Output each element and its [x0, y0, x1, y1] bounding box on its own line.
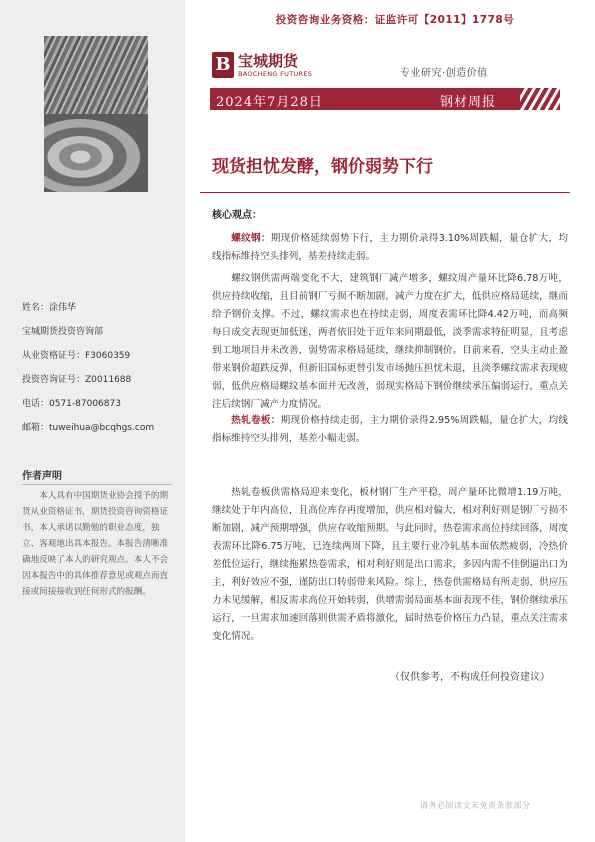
report-type: 钢材周报: [440, 95, 497, 110]
analyst-phone: 电话：0571-87006873: [22, 399, 121, 409]
title-divider: [200, 192, 570, 193]
footer-note: 请务必阅读文末免责条款部分: [420, 801, 531, 810]
rebar-detail-text: 螺纹钢供需两端变化不大，建筑钢厂减产增多，螺纹周产量环比降6.78万吨，供应持续收缩，且目前钢厂亏损不断加剧，减产力度在扩大，低供应格局延续，继而给予钢价支撑。不过，螺纹需求也在持续走弱，周度表需环比降4.42万吨，而高频每日成交表现更加低迷，两者依旧处于近年来同期最低，淡季需求特征明显，且考虑到工地项目并未改善，弱势需求格局延续，继续抑制钢价。目前来看，空头主动止盈带来钢价超跌反弹，但新旧国标更替引发市场抛压担忧未退，且淡季螺纹需求表现疲弱，低供应格局螺纹基本面并无改善，弱现实格局下钢价继续承压偏弱运行，重点关注后续钢厂减产力度情况。: [212, 273, 568, 410]
hrc-summary-text: 期现价格持续走弱，主力期价录得2.95%周跌幅，量仓扩大，均线指标维持空头排列，基差小幅走弱。: [212, 415, 569, 444]
analyst-invest: 投资咨询证号：Z0011688: [22, 375, 132, 385]
logo-mark-icon: B: [212, 52, 234, 78]
hrc-detail-text: 热轧卷板供需格局迎来变化，板材钢厂生产平稳，周产量环比微增1.19万吨，继续处于年内高位，且高位库存再度增加，供应相对偏大，相对利好则是钢厂亏损不断加剧，减产预期增强，供应存收缩预期。与此同时，热卷需求高位持续回落，周度表需环比降6.75万吨，已连续两周下降，且主要行业冷轧基本面依然疲弱，冷热价差低位运行，继续拖累热卷需求，相对利好则是出口需求，多因内需不佳倒逼出口为主，利好效应不强，谨防出口转弱带来风险。综上，热卷供需格局有所走弱，供应压力未见缓解，相反需求高位开始转弱，供增需弱局面基本面表现不佳，钢价继续承压运行，一旦需求加速回落则供需矛盾将激化，届时热卷价格压力凸显，重点关注需求变化情况。: [212, 487, 568, 642]
paragraph-rebar-summary: [212, 230, 568, 266]
paragraph-hrc-detail: [212, 484, 568, 646]
author-statement-text: 本人具有中国期货业协会授予的期货从业资格证书，期货投资咨询资格证书，本人承诺以勤勉的职业态度，独立、客观地出具本报告。本报告清晰准确地反映了本人的研究观点。本人不会因本报告中的具体推荐意见或观点而直接或间接接收到任何形式的报酬。: [22, 491, 169, 597]
author-statement-divider: [22, 484, 172, 485]
analyst-qual: 从业资格证号：F3060359: [22, 351, 131, 361]
license-line: 投资咨询业务资格：证监许可【2011】1778号: [275, 14, 515, 26]
analyst-dept: 宝城期货投资咨询部: [22, 327, 104, 337]
paragraph-hrc-summary: [212, 412, 568, 448]
analyst-name: 姓名：涂伟华: [22, 303, 77, 313]
page-title: 现货担忧发酵，钢价弱势下行: [212, 157, 433, 177]
logo-cn: 宝城期货: [238, 52, 299, 70]
banner-stripes: [520, 88, 560, 110]
steel-coil-photo: [44, 114, 148, 192]
paragraph-rebar-detail: [212, 270, 568, 414]
company-logo: [212, 50, 322, 84]
author-statement-title: 作者声明: [22, 471, 62, 482]
report-date: 2024年7月28日: [216, 95, 323, 110]
hrc-lead: 热轧卷板：: [231, 415, 281, 426]
rebar-lead: 螺纹钢：: [231, 233, 271, 244]
slogan: 专业研究·创造价值: [400, 68, 488, 79]
core-label: 核心观点：: [212, 210, 262, 221]
rebar-photo: [44, 36, 148, 114]
analyst-email[interactable]: 邮箱：tuweihua@bcqhgs.com: [22, 423, 155, 433]
disclaimer: （仅供参考，不构成任何投资建议）: [390, 672, 550, 683]
logo-en: BAOCHENG FUTURES: [238, 70, 313, 78]
rebar-summary-text: 期现价格延续弱势下行，主力期价录得3.10%周跌幅，量仓扩大，均线指标维持空头排列，基差持续走弱。: [212, 233, 568, 262]
